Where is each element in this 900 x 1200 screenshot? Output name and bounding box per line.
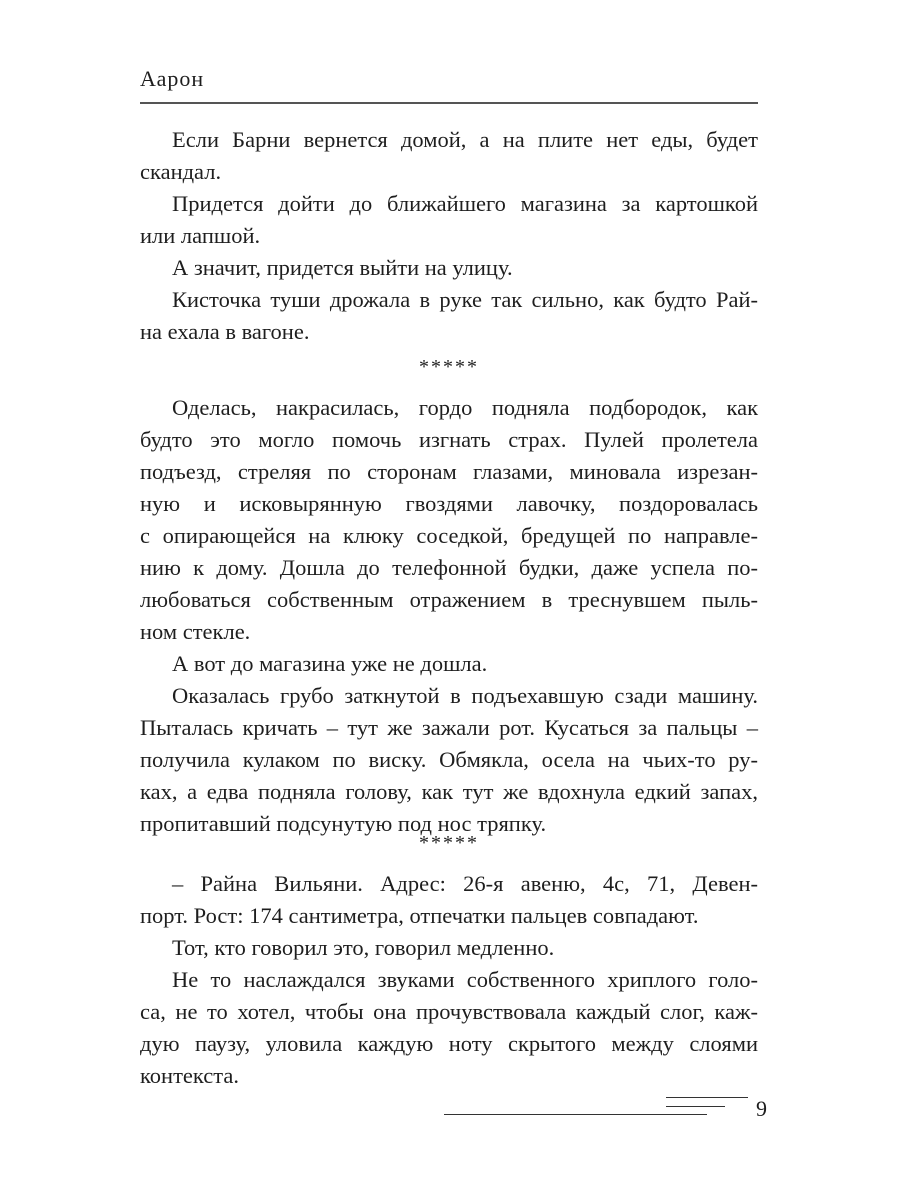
text-line: с опирающейся на клюку соседкой, бредущей по направле- <box>140 523 758 548</box>
text-line: порт. Рост: 174 сантиметра, отпечатки пальцев совпадают. <box>140 903 699 928</box>
text-line: Оделась, накрасилась, гордо подняла подбородок, как <box>172 395 758 420</box>
text-line: на ехала в вагоне. <box>140 319 310 344</box>
text-line: Не то наслаждался звуками собственного хриплого голо- <box>172 967 758 992</box>
text-line: Тот, кто говорил это, говорил медленно. <box>172 935 555 960</box>
text-line: пропитавший подсунутую под нос тряпку. <box>140 811 547 836</box>
text-line: Кисточка туши дрожала в руке так сильно, как будто Рай- <box>172 287 758 312</box>
page-number: 9 <box>756 1096 767 1121</box>
running-header: Аарон <box>140 66 205 91</box>
text-line: Пыталась кричать – тут же зажали рот. Кусаться за пальцы – <box>140 715 758 740</box>
footer-rule-short-1 <box>666 1097 748 1098</box>
text-line: или лапшой. <box>140 223 261 248</box>
text-section-2 <box>140 392 758 840</box>
text-line: будто это могло помочь изгнать страх. Пулей пролетела <box>140 427 758 452</box>
paragraph <box>140 392 758 648</box>
text-line: А значит, придется выйти на улицу. <box>172 255 513 280</box>
paragraph <box>140 124 758 188</box>
paragraph <box>140 680 758 840</box>
text-line: ную и исковырянную гвоздями лавочку, поздоровалась <box>140 491 758 516</box>
paragraph <box>140 932 758 964</box>
paragraph <box>140 188 758 252</box>
text-section-3 <box>140 868 758 1092</box>
text-line: ках, а едва подняла голову, как тут же вдохнула едкий запах, <box>140 779 758 804</box>
text-line: дую паузу, уловила каждую ноту скрытого между слоями <box>140 1031 758 1056</box>
text-line: Оказалась грубо заткнутой в подъехавшую сзади машину. <box>172 683 758 708</box>
text-line: получила кулаком по виску. Обмякла, осела на чьих-то ру- <box>140 747 758 772</box>
text-line: Если Барни вернется домой, а на плите нет еды, будет <box>172 127 758 152</box>
paragraph <box>140 284 758 348</box>
text-section-1 <box>140 124 758 348</box>
text-line: ном стекле. <box>140 619 251 644</box>
text-line: нию к дому. Дошла до телефонной будки, даже успела по- <box>140 555 758 580</box>
text-line: любоваться собственным отражением в треснувшем пыль- <box>140 587 758 612</box>
text-line: скандал. <box>140 159 222 184</box>
text-line: – Райна Вильяни. Адрес: 26-я авеню, 4с, 71, Девен- <box>172 871 758 896</box>
section-separator: ***** <box>419 356 479 378</box>
text-line: подъезд, стреляя по сторонам глазами, миновала изрезан- <box>140 459 758 484</box>
text-line: контекста. <box>140 1063 239 1088</box>
text-line: са, не то хотел, чтобы она прочувствовала каждый слог, каж- <box>140 999 758 1024</box>
text-line: А вот до магазина уже не дошла. <box>172 651 488 676</box>
paragraph <box>140 868 758 932</box>
footer-rule-long <box>444 1114 707 1115</box>
paragraph <box>140 964 758 1092</box>
footer-rule-short-2 <box>666 1106 725 1107</box>
paragraph <box>140 252 758 284</box>
section-separator: ***** <box>419 832 479 854</box>
paragraph <box>140 648 758 680</box>
text-line: Придется дойти до ближайшего магазина за картошкой <box>172 191 758 216</box>
header-rule <box>140 102 758 104</box>
